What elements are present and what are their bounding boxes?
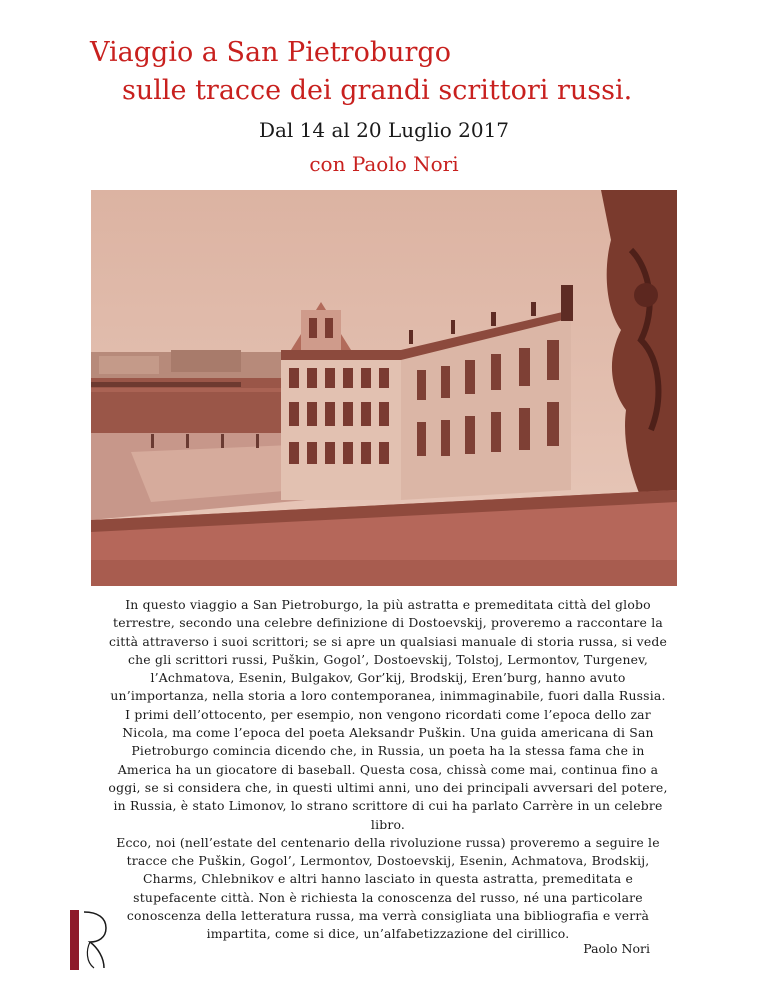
publisher-logo <box>70 908 118 976</box>
author-line: con Paolo Nori <box>309 152 459 176</box>
paragraph: In questo viaggio a San Pietroburgo, la più astratta e premeditata città del globo terrestre, secondo una celebre definizione di Dostoevskij, proveremo a raccontare la città attraverso i suoi scrittori; se si apre un qualsiasi manuale di storia russa, si vede che gli scrittori russi, Puškin, Gogol’, Dostoevskij, Tolstoj, Lermontov, Turgenev, l’Achmatova, Esenin, Bulgakov, Gor’kij, Brodskij, Eren’burg, hanno avuto un’importanza, nella storia a loro contemporanea, inimmaginabile, fuori dalla Russia. I primi dell’ottocento, per esempio, non vengono ricordati come l’epoca dello zar Nicola, ma come l’epoca del poeta Aleksandr Puškin. Una guida americana di San Pietroburgo comincia dicendo che, in Russia, un poeta ha la stessa fama che in America ha un giocatore di baseball. Questa cosa, chissà come mai, continua fino a oggi, se si considera che, in questi ultimi anni, uno dei principali avversari del potere, in Russia, è stato Limonov, lo strano scrittore di cui ha parlato Carrère in un celebre libro. <box>108 597 668 832</box>
dates: Dal 14 al 20 Luglio 2017 <box>258 118 510 142</box>
signature: Paolo Nori <box>583 941 650 956</box>
title-line-2: sulle tracce dei grandi scrittori russi. <box>122 75 633 106</box>
title-line-1: Viaggio a San Pietroburgo <box>90 37 451 68</box>
saint-petersburg-photo <box>91 190 677 586</box>
paragraph: Ecco, noi (nell’estate del centenario della rivoluzione russa) proveremo a seguire le tracce che Puškin, Gogol’, Lermontov, Dostoevskij, Esenin, Achmatova, Brodskij, Charms, Chlebnikov e altri hanno lasciato in questa astratta, premeditata e stupefacente città. Non è richiesta la conoscenza del russo, né una particolare conoscenza della letteratura russa, ma verrà consigliata una bibliografia e verrà impartita, come si dice, un’alfabetizzazione del cirillico. <box>116 834 660 942</box>
page-title <box>90 34 632 110</box>
body-text <box>108 596 668 944</box>
